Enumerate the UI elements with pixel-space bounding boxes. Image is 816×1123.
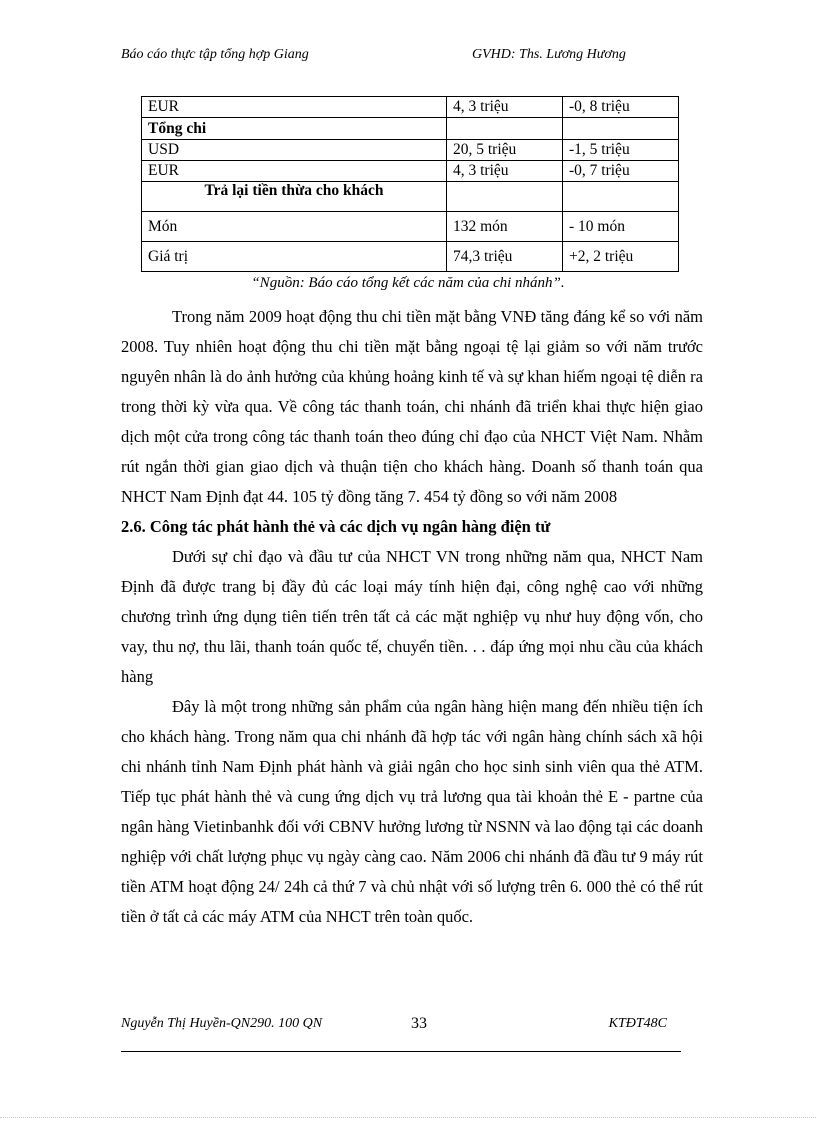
table-cell-change: -0, 8 triệu [563,97,679,118]
table-cell-value [447,182,563,212]
table-row [142,161,679,182]
table-row [142,242,679,272]
section-title: 2.6. Công tác phát hành thẻ và các dịch vụ ngân hàng điện tử [121,517,551,536]
footer-class: KTĐT48C [608,1016,667,1031]
table-cell-change [563,182,679,212]
table-row [142,140,679,161]
data-table [141,96,679,272]
page-separator [0,1117,816,1118]
paragraph: Đây là một trong những sản phẩm của ngân hàng hiện mang đến nhiều tiện ích cho khách hàng. Trong năm qua chi nhánh đã hợp tác với ngân hàng chính sách xã hội chi nhánh tỉnh Nam Định phát hành và giải ngân cho học sinh sinh viên qua thẻ ATM. Tiếp tục phát hành thẻ và cung ứng dịch vụ trả lương qua tài khoản thẻ E - partne của ngân hàng Vietinbanhk đối với CBNV hưởng lương từ NSNN và lao động tại các doanh nghiệp với chất lượng phục vụ ngày càng cao. Năm 2006 chi nhánh đã đầu tư 9 máy rút tiền ATM hoạt động 24/ 24h cả thứ 7 và chủ nhật với số lượng trên 6. 000 thẻ có thể rút tiền ở tất cả các máy ATM của NHCT trên toàn quốc. [121,697,703,926]
table-cell-value: 20, 5 triệu [447,140,563,161]
table-cell-label: EUR [142,161,447,182]
table-source-note: “Nguồn: Báo cáo tổng kết các năm của chi nhánh”. [251,275,565,291]
table-row [142,182,679,212]
table-row [142,212,679,242]
paragraph: Trong năm 2009 hoạt động thu chi tiền mặt bằng VNĐ tăng đáng kể so với năm 2008. Tuy nhiên hoạt động thu chi tiền mặt bằng ngoại tệ lại giảm so với năm trước nguyên nhân là do ảnh hưởng của khủng hoảng kinh tế và sự khan hiếm ngoại tệ diễn ra trong thời kỳ vừa qua. Về công tác thanh toán, chi nhánh đã triển khai thực hiện giao dịch một cửa trong công tác thanh toán theo đúng chỉ đạo của NHCT Việt Nam. Nhằm rút ngắn thời gian giao dịch và thuận tiện cho khách hàng. Doanh số thanh toán qua NHCT Nam Định đạt 44. 105 tỷ đồng tăng 7. 454 tỷ đồng so với năm 2008 [121,307,703,506]
table-cell-value [447,118,563,140]
table-cell-label: Món [142,212,447,242]
footer-author: Nguyễn Thị Huyền-QN290. 100 QN [121,1016,323,1031]
table-cell-change [563,118,679,140]
table-cell-label: Tổng chi [142,118,447,140]
table-row [142,97,679,118]
table-cell-label: Trả lại tiền thừa cho khách [142,182,447,212]
table-cell-value: 74,3 triệu [447,242,563,272]
table-cell-label: EUR [142,97,447,118]
table-cell-change: -0, 7 triệu [563,161,679,182]
header-right: GVHD: Ths. Lương Hương [472,47,626,62]
table-cell-value: 132 món [447,212,563,242]
table-cell-label: Giá trị [142,242,447,272]
table-cell-change: -1, 5 triệu [563,140,679,161]
table-row [142,118,679,140]
page-number: 33 [411,1015,427,1032]
body-text [121,302,703,932]
header-left: Báo cáo thực tập tổng hợp Giang [121,47,309,62]
table-cell-change: - 10 món [563,212,679,242]
table-cell-label: USD [142,140,447,161]
page-footer [121,1015,681,1052]
paragraph: Dưới sự chỉ đạo và đầu tư của NHCT VN trong những năm qua, NHCT Nam Định đã được trang bị đầy đủ các loại máy tính hiện đại, công nghệ cao với những chương trình ứng dụng tiên tiến trên tất cả các mặt nghiệp vụ như huy động vốn, cho vay, thu nợ, thu lãi, thanh toán quốc tế, chuyển tiền. . . đáp ứng mọi nhu cầu của khách hàng [121,547,703,686]
table-cell-value: 4, 3 triệu [447,97,563,118]
table-cell-change: +2, 2 triệu [563,242,679,272]
table-cell-value: 4, 3 triệu [447,161,563,182]
